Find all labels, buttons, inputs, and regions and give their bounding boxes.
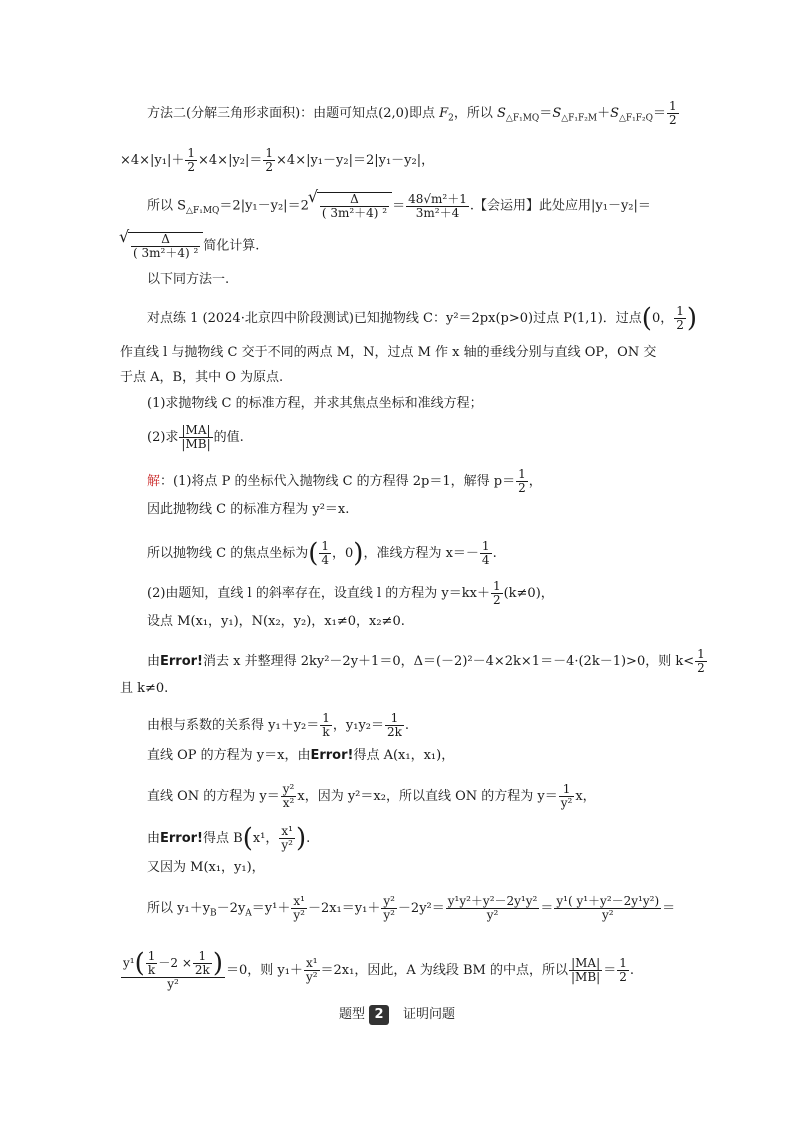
fraction: [304, 957, 320, 984]
text: ，y₁y₂＝: [332, 718, 385, 733]
error-text: Error!: [310, 748, 354, 763]
text: 由: [147, 831, 161, 846]
fraction-num: 1: [265, 146, 274, 160]
text: －2 ×: [158, 956, 192, 970]
fraction-den: |MB|: [181, 437, 211, 451]
fraction-den: ( 3m²＋4) ²: [133, 246, 199, 260]
heading-title: 证明问题: [403, 1007, 456, 1022]
solution-9: [147, 748, 454, 764]
fraction: [179, 424, 212, 451]
fraction-num: y²: [282, 782, 295, 796]
fraction-den: 2: [187, 160, 196, 174]
fraction: [320, 712, 332, 739]
fraction-num: x¹: [291, 895, 307, 909]
fraction-num: 1: [559, 783, 575, 797]
solution-11: [147, 825, 310, 852]
fraction-den: 2k: [387, 725, 402, 739]
fraction-den: 2: [619, 970, 627, 984]
text: ：(1)将点 P 的坐标代入抛物线 C 的方程得 2p＝1，解得 p＝: [160, 474, 516, 489]
sqrt: [128, 232, 203, 260]
fraction-num: y¹y²＋y²－2y¹y²: [447, 894, 538, 908]
fraction-den: 2k: [194, 963, 210, 977]
solution-5: 设点 M(x₁，y₁)，N(x₂，y₂)，x₁≠0，x₂≠0.: [147, 614, 405, 629]
solution-7: 且 k≠0.: [120, 681, 169, 696]
text: ＋: [597, 106, 611, 121]
fraction-den: x²: [282, 796, 295, 810]
text: x¹，: [252, 831, 279, 846]
text: 直线 ON 的方程为 y＝: [147, 789, 280, 804]
fraction-num: 1: [481, 539, 490, 553]
section-heading: [0, 1003, 794, 1025]
paren: (: [134, 948, 145, 979]
text: ＝: [603, 963, 617, 978]
paren: ): [295, 823, 307, 854]
text: .: [492, 546, 497, 561]
fraction-num: [121, 950, 225, 978]
sub: △F₁MQ: [186, 206, 220, 217]
fraction: [385, 712, 404, 739]
text: ×4×|y₁|＋: [120, 153, 185, 168]
text: 所以 S: [147, 198, 187, 214]
fraction-num: 1: [322, 711, 330, 725]
text: ＝0，则 y₁＋: [225, 963, 303, 978]
text: ＝: [392, 198, 406, 214]
text: ×4×|y₂|＝: [198, 153, 263, 168]
text: (2)求: [147, 430, 179, 445]
fraction-den: y²: [486, 908, 499, 922]
solution-label: 解: [147, 474, 161, 489]
text: ＝2x₁，因此，A 为线段 BM 的中点，所以: [320, 963, 568, 978]
paragraph-practice-3: 于点 A，B，其中 O 为原点.: [120, 370, 284, 385]
fraction-num: √ Δ: [131, 233, 200, 247]
fraction-num: y²: [383, 894, 395, 908]
text: ，: [528, 474, 542, 489]
text: 得点 A(x₁，x₁)，: [353, 748, 455, 763]
fraction-num: 1: [492, 579, 501, 593]
fraction: [279, 825, 295, 852]
text: ×4×|y₁－y₂|＝2|y₁－y₂|，: [276, 153, 435, 168]
paragraph-simplify: [120, 232, 259, 260]
fraction: [491, 580, 503, 607]
solution-10: [147, 783, 596, 810]
var: S: [552, 106, 562, 121]
text: y¹: [123, 956, 135, 970]
fraction-num: x¹: [304, 957, 320, 971]
sub: △F₁F₂Q: [618, 113, 653, 124]
text: －2x₁＝y₁＋: [307, 901, 381, 916]
fraction-den: 2: [518, 481, 526, 495]
fraction-num: 48√m²＋1: [408, 191, 467, 206]
solution-12: 又因为 M(x₁，y₁)，: [147, 860, 265, 875]
fraction-den: y²: [293, 908, 305, 922]
sub: △F₁F₂M: [561, 113, 598, 124]
fraction-den: k: [322, 725, 330, 739]
fraction-num: x¹: [279, 825, 295, 839]
solution-14: [120, 950, 634, 991]
sub: △F₁MQ: [505, 113, 540, 124]
fraction-num: 1: [187, 146, 196, 160]
fraction-num: |MA|: [179, 424, 212, 438]
text: 所以抛物线 C 的焦点坐标为: [147, 546, 309, 561]
fraction-den: |MB|: [571, 970, 601, 984]
text: 方法二(分解三角形求面积)：由题可知点(2,0)即点: [147, 106, 440, 121]
text: ＝: [662, 901, 676, 916]
fraction-num: 1: [193, 950, 212, 964]
heading-number-badge: 2: [369, 1005, 389, 1025]
fraction: [674, 305, 686, 332]
fraction: [131, 233, 200, 260]
fraction: [193, 950, 212, 977]
fraction-den: y²: [281, 838, 293, 852]
fraction: [617, 957, 629, 984]
text: ＝2|y₁－y₂|＝2: [219, 198, 309, 214]
paren: (: [641, 303, 652, 334]
var: S: [610, 106, 619, 121]
text: (2)由题知，直线 l 的斜率存在，设直线 l 的方程为 y＝kx＋: [147, 586, 490, 601]
text: .: [404, 718, 410, 733]
error-text: Error!: [160, 831, 203, 846]
fraction-den: 4: [481, 553, 490, 567]
text: ＝: [539, 106, 553, 121]
fraction-den: 2: [492, 593, 501, 607]
question-1: (1)求抛物线 C 的标准方程，并求其焦点坐标和准线方程；: [147, 396, 483, 411]
fraction-num: 1: [321, 539, 330, 553]
var: S: [497, 106, 506, 121]
fraction: [291, 895, 307, 922]
fraction: [381, 895, 397, 922]
fraction-den: k: [147, 963, 156, 977]
paren: (: [308, 538, 319, 569]
fraction-den: 2: [676, 318, 684, 332]
fraction-den: y²: [305, 970, 318, 984]
fraction: [185, 147, 197, 174]
text: 简化计算.: [203, 238, 260, 254]
fraction-num: 1: [619, 956, 627, 970]
text: .: [629, 963, 634, 978]
fraction-num: |MA|: [569, 957, 602, 971]
var: F: [439, 106, 449, 121]
fraction-num: 1: [147, 949, 156, 963]
text: ＝: [540, 901, 554, 916]
text: ，准线方程为 x＝－: [363, 546, 479, 561]
heading-label: 题型: [338, 1007, 365, 1022]
sub: 2: [448, 113, 454, 124]
fraction: [121, 950, 225, 991]
text: 0，: [651, 311, 674, 326]
text: 得点 B: [203, 831, 243, 846]
paren: ): [353, 538, 364, 569]
fraction: [516, 468, 528, 495]
paragraph-practice-1: [147, 305, 697, 332]
fraction-num: 1: [385, 712, 404, 726]
text: 对点练 1 (2024·北京四中阶段测试)已知抛物线 C：y²＝2px(p>0)过点 P(1,1)．过点: [147, 311, 642, 326]
fraction-den: y²: [560, 796, 573, 810]
fraction: [146, 950, 158, 977]
fraction-den: 2: [697, 661, 705, 675]
fraction-den: 2: [669, 113, 677, 127]
text: ＝y¹＋: [251, 901, 291, 916]
paragraph-same-as-method-one: 以下同方法一.: [147, 272, 230, 287]
text: x，: [575, 789, 596, 804]
text: 由根与系数的关系得 y₁＋y₂＝: [147, 718, 320, 733]
fraction-den: y²: [167, 977, 179, 991]
text: ，0: [332, 546, 354, 561]
solution-2: 因此抛物线 C 的标准方程为 y²＝x.: [147, 502, 350, 517]
text: 直线 OP 的方程为 y＝x，由: [147, 748, 311, 763]
fraction-num: 1: [697, 647, 705, 661]
fraction: [281, 783, 297, 810]
solution-3: [147, 540, 497, 567]
fraction-num: 1: [518, 467, 526, 481]
fraction: [446, 895, 540, 922]
fraction: [320, 193, 389, 220]
paragraph-method-two: [147, 100, 680, 127]
text: 消去 x 并整理得 2ky²－2y＋1＝0，Δ＝(－2)²－4×2k×1＝－4·(2k－1)>0，则 k<: [203, 654, 695, 669]
fraction: [480, 540, 492, 567]
paragraph-practice-2: 作直线 l 与抛物线 C 交于不同的两点 M，N，过点 M 作 x 轴的垂线分别与直线 OP，ON 交: [120, 345, 657, 360]
text: .【会运用】此处应用|y₁－y₂|＝: [469, 198, 651, 214]
fraction-den: 3m²＋4: [415, 205, 460, 220]
question-2: [147, 424, 244, 451]
fraction: [559, 783, 575, 810]
fraction-num: 1: [676, 304, 684, 318]
fraction-den: 2: [265, 160, 274, 174]
fraction-den: y²: [601, 908, 614, 922]
fraction: [406, 193, 469, 220]
text: ＝: [653, 106, 667, 121]
text: ，所以: [453, 106, 498, 121]
fraction: [695, 648, 707, 675]
text: x，因为 y²＝x₂，所以直线 ON 的方程为 y＝: [297, 789, 558, 804]
fraction-num: √ Δ: [320, 193, 389, 207]
fraction: [569, 957, 602, 984]
fraction-den: ( 3m²＋4) ²: [321, 206, 388, 220]
fraction-num: y¹( y¹＋y²－2y¹y²): [556, 894, 660, 908]
solution-8: [147, 712, 409, 739]
fraction: [319, 540, 331, 567]
fraction-den: y²: [383, 908, 395, 922]
fraction: [263, 147, 275, 174]
sub: A: [245, 908, 252, 919]
fraction-den: 4: [321, 553, 330, 567]
paren: (: [242, 823, 253, 854]
text: .: [306, 831, 311, 846]
error-text: Error!: [160, 654, 203, 669]
sqrt: [317, 192, 392, 220]
solution-4: [147, 580, 554, 607]
text: －2y²＝: [397, 901, 445, 916]
paragraph-area-calc: [120, 147, 434, 174]
paragraph-area-result: [147, 192, 651, 220]
text: 的值.: [213, 430, 244, 445]
solution-13: [147, 895, 675, 922]
solution-1: [147, 468, 542, 495]
solution-6: [147, 648, 708, 675]
paren: ): [212, 948, 223, 979]
fraction: [554, 895, 661, 922]
fraction-num: 1: [669, 99, 677, 113]
text: (k≠0)，: [503, 586, 554, 601]
text: 所以 y₁＋y: [147, 901, 211, 916]
text: 由: [147, 654, 161, 669]
text: －2y: [216, 901, 246, 916]
sub: B: [210, 908, 217, 919]
paren: ): [686, 303, 698, 334]
fraction: [667, 100, 679, 127]
